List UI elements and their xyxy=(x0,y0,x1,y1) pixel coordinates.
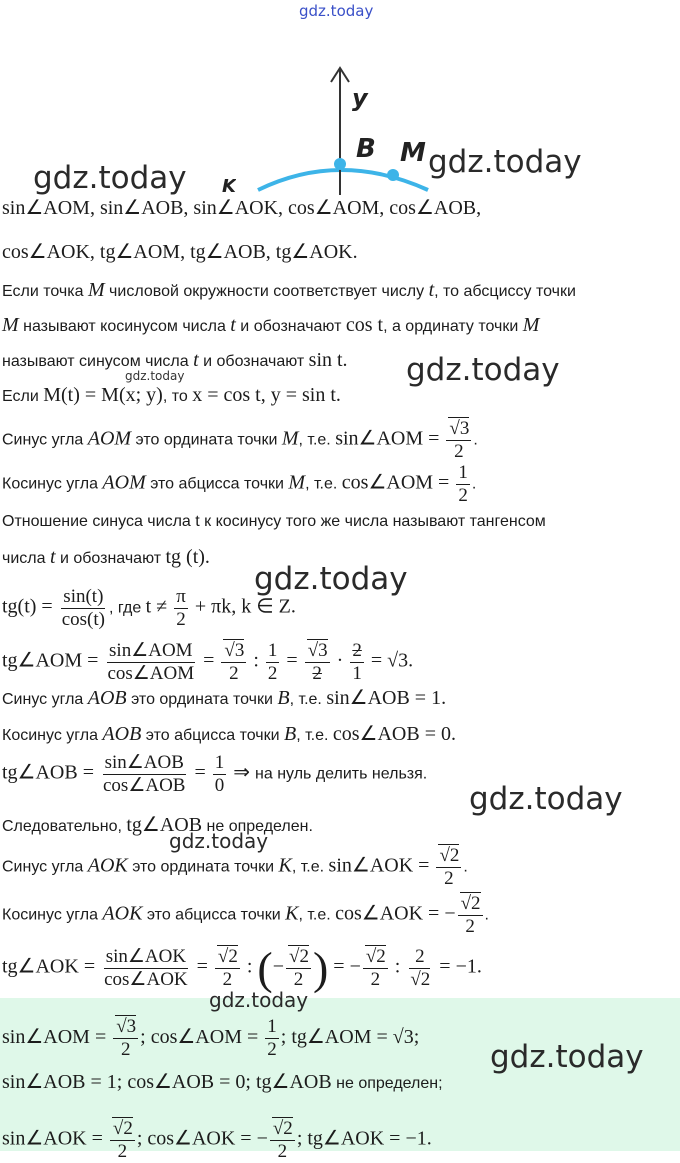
numerator: 2 xyxy=(352,640,362,661)
answer-line-2 xyxy=(2,1072,443,1094)
paren-close: ) xyxy=(312,942,329,994)
text: и обозначают xyxy=(235,318,346,335)
text: , где xyxy=(108,599,146,617)
math: K xyxy=(285,902,299,925)
line-11 xyxy=(2,586,296,631)
denominator: 2 xyxy=(293,969,304,990)
watermark: gdz.today xyxy=(125,369,185,383)
text: Если точка xyxy=(2,283,88,300)
math: sin∠AOK = xyxy=(328,854,435,877)
math: tg∠AOB = xyxy=(2,761,99,784)
fraction xyxy=(221,640,246,685)
text: это абцисса точки xyxy=(142,906,286,924)
watermark: gdz.today xyxy=(299,2,374,20)
math: M xyxy=(522,314,540,336)
denominator: cos∠AOM xyxy=(107,663,195,684)
fraction xyxy=(105,640,196,685)
line-14 xyxy=(2,724,456,746)
math: · xyxy=(331,649,349,672)
numerator: 2 xyxy=(415,946,425,967)
math: B xyxy=(277,687,290,709)
text: , то xyxy=(162,388,193,405)
text: и обозначают xyxy=(198,353,309,370)
point-b-dot xyxy=(334,158,346,170)
math: cos∠AOM = xyxy=(341,471,455,494)
numerator: √2 xyxy=(365,946,386,967)
line-13 xyxy=(2,688,446,710)
text: на нуль делить нельзя. xyxy=(255,765,428,783)
line-6 xyxy=(2,385,341,407)
text: Косинус угла xyxy=(2,906,103,924)
line-3 xyxy=(2,280,576,302)
circle-arc xyxy=(258,170,428,190)
text: это абцисса точки xyxy=(145,475,289,493)
line-9: Отношение синуса числа t к косинусу того же числа называют тангенсом xyxy=(2,513,546,530)
watermark: gdz.today xyxy=(209,988,309,1012)
math: tg∠AOM = xyxy=(2,649,104,672)
math: M xyxy=(2,314,19,336)
fraction xyxy=(213,752,227,797)
line-4 xyxy=(2,315,539,337)
numerator: √2 xyxy=(217,946,238,967)
fraction xyxy=(436,845,461,890)
math: = xyxy=(191,955,213,978)
fraction xyxy=(270,1118,295,1163)
text: Если xyxy=(2,388,44,405)
math: + πk, k ∈ Z. xyxy=(189,595,296,618)
line-12 xyxy=(2,640,413,685)
text: Косинус угла xyxy=(2,475,103,493)
fraction xyxy=(286,946,311,991)
denominator: 2 xyxy=(222,969,233,990)
watermark: gdz.today xyxy=(169,829,269,853)
fraction xyxy=(350,640,364,685)
point-k-label: K xyxy=(222,176,236,192)
text: числа xyxy=(2,550,50,567)
denominator: 2 xyxy=(267,663,278,684)
text: , т.е. xyxy=(298,906,336,924)
math: AOM xyxy=(87,427,132,450)
point-m-dot xyxy=(387,169,399,181)
math: M(t) = M(x; y) xyxy=(43,384,163,406)
text: называют синусом числа xyxy=(2,353,194,370)
text: и обозначают xyxy=(55,550,166,567)
numerator: √2 xyxy=(460,893,481,914)
point-b-label: B xyxy=(356,134,376,164)
answer-line-1 xyxy=(2,1016,419,1061)
text: это абцисса точки xyxy=(141,727,284,744)
math: t ≠ xyxy=(145,595,173,618)
line-15 xyxy=(2,752,427,797)
math: sin∠AOB = 1; cos∠AOB = 0; tg∠AOB xyxy=(2,1071,332,1093)
numerator: √2 xyxy=(289,946,309,967)
math: sin∠AOK = xyxy=(2,1127,108,1150)
math: tg∠AOK = xyxy=(2,955,101,978)
math: : xyxy=(248,649,264,672)
math: sin∠AOB = 1. xyxy=(326,687,447,709)
text: Косинус угла xyxy=(2,727,103,744)
point-m-label: M xyxy=(400,138,426,168)
math: − xyxy=(272,955,285,978)
text: , т.е. xyxy=(289,691,327,708)
math: tg (t). xyxy=(165,546,210,568)
watermark: gdz.today xyxy=(469,781,623,817)
paren-open: ( xyxy=(257,942,273,994)
numerator: sin(t) xyxy=(63,586,104,607)
math: cos t xyxy=(345,314,384,336)
denominator: 2 xyxy=(229,663,239,684)
denominator: 2 xyxy=(454,441,464,462)
watermark: gdz.today xyxy=(33,160,187,196)
math: = √3. xyxy=(365,649,414,672)
math: AOB xyxy=(102,723,142,745)
fraction xyxy=(215,946,240,991)
line-18: Косинус угла AOK это абцисса точки K, т.е. cos∠AOK = − $\frac{√2}{2}$ . xyxy=(2,893,489,937)
line-7: Синус угла AOM это ордината точки M, т.е. sin∠AOM = $\frac{√3}{2}$ . xyxy=(2,418,478,462)
denominator: 0 xyxy=(214,775,225,796)
text: Синус угла xyxy=(2,431,88,449)
fraction xyxy=(174,586,188,631)
text: , т.е. xyxy=(291,858,329,876)
math: tg∠AOB xyxy=(126,814,203,836)
fraction xyxy=(110,1118,135,1163)
denominator: 2 xyxy=(465,916,475,937)
line-8: Косинус угла AOM это абцисса точки M, т.е. cos∠AOM = $\frac{1}{2}$ . xyxy=(2,462,477,506)
text: Синус угла xyxy=(2,858,88,876)
denominator: cos∠AOK xyxy=(104,969,188,990)
denominator: √2 xyxy=(410,969,431,990)
numerator: √3 xyxy=(307,640,328,661)
fraction xyxy=(113,1016,138,1061)
y-axis-label: y xyxy=(352,84,368,112)
line-17: Синус угла AOK это ордината точки K, т.е. sin∠AOK = $\frac{√2}{2}$ . xyxy=(2,845,468,889)
fraction xyxy=(456,462,470,507)
numerator: 1 xyxy=(267,1016,277,1037)
math: t xyxy=(230,314,236,336)
math: M xyxy=(87,279,105,301)
watermark: gdz.today xyxy=(490,1039,644,1075)
fraction xyxy=(458,893,483,938)
numerator: √2 xyxy=(272,1118,293,1139)
text: не определен; xyxy=(331,1075,443,1092)
fraction xyxy=(60,586,107,631)
watermark: gdz.today xyxy=(428,144,582,180)
text: , т.е. xyxy=(296,727,333,744)
answer-line-3 xyxy=(2,1118,432,1163)
numerator: π xyxy=(176,586,186,607)
fraction xyxy=(101,752,187,797)
numerator: sin∠AOM xyxy=(109,640,193,661)
math: K xyxy=(278,854,292,877)
math: : xyxy=(241,955,258,978)
numerator: sin∠AOK xyxy=(105,946,187,967)
math: cos∠AOB = 0. xyxy=(332,723,456,745)
fraction xyxy=(363,946,388,991)
text: , то абсциссу точки xyxy=(434,283,576,300)
denominator: 2 xyxy=(267,1039,277,1060)
watermark: gdz.today xyxy=(254,561,408,597)
text: это ордината точки xyxy=(126,691,278,708)
text: это ордината точки xyxy=(131,431,282,449)
math: = −1. xyxy=(434,955,482,978)
text: это ордината точки xyxy=(127,858,279,876)
denominator: cos∠AOB xyxy=(103,775,186,796)
denominator: 2 xyxy=(458,485,468,506)
text: , т.е. xyxy=(298,431,336,449)
denominator: 2 xyxy=(444,868,454,889)
fraction xyxy=(102,946,190,991)
math: AOK xyxy=(102,902,143,925)
numerator: √3 xyxy=(224,640,245,661)
numerator: √2 xyxy=(439,845,460,866)
math: = xyxy=(198,649,220,672)
fraction xyxy=(265,1016,279,1061)
math: ; cos∠AOK = − xyxy=(136,1127,268,1150)
math: ; tg∠AOM = √3; xyxy=(280,1025,420,1048)
math: M xyxy=(288,471,306,494)
math: sin∠AOM = xyxy=(335,427,445,450)
line-1: sin∠AOM, sin∠AOB, sin∠AOK, cos∠AOM, cos∠AOB, xyxy=(2,197,482,219)
denominator: 2 xyxy=(312,663,322,684)
denominator: 2 xyxy=(370,969,381,990)
text: числовой окружности соответствует числу xyxy=(104,283,429,300)
text: Следовательно, xyxy=(2,818,127,835)
line-2: cos∠AOK, tg∠AOM, tg∠AOB, tg∠AOK. xyxy=(2,241,358,263)
math: AOK xyxy=(87,854,128,877)
numerator: √3 xyxy=(116,1016,137,1037)
denominator: cos(t) xyxy=(61,609,105,630)
math: B xyxy=(283,723,297,745)
math: cos∠AOK = − xyxy=(335,902,456,925)
math: t xyxy=(49,546,56,568)
fraction xyxy=(446,418,471,463)
math: : xyxy=(389,955,406,978)
denominator: 2 xyxy=(117,1141,128,1162)
watermark: gdz.today xyxy=(406,352,560,388)
denominator: 2 xyxy=(277,1141,288,1162)
math: sin t. xyxy=(308,349,348,371)
denominator: 1 xyxy=(352,663,362,684)
text: , а ординату точки xyxy=(383,318,523,335)
line-19 xyxy=(2,942,482,994)
numerator: 1 xyxy=(458,462,468,483)
numerator: 1 xyxy=(214,752,225,773)
text: не определен. xyxy=(202,818,313,835)
text: Синус угла xyxy=(2,691,88,708)
denominator: 2 xyxy=(176,609,186,630)
denominator: 2 xyxy=(120,1039,131,1060)
math: ; cos∠AOM = xyxy=(140,1025,264,1048)
math: = xyxy=(189,761,211,784)
math: AOM xyxy=(102,471,146,494)
math: tg(t) = xyxy=(2,595,58,618)
numerator: √3 xyxy=(449,418,470,439)
math: x = cos t, y = sin t. xyxy=(192,384,341,406)
math: sin∠AOM = xyxy=(2,1025,112,1048)
fraction xyxy=(407,946,432,991)
line-10 xyxy=(2,547,210,569)
math: = − xyxy=(328,955,361,978)
math: = xyxy=(281,649,303,672)
math: ; tg∠AOK = −1. xyxy=(296,1127,432,1150)
math: t xyxy=(193,349,199,371)
fraction xyxy=(266,640,280,685)
text: называют косинусом числа xyxy=(18,318,231,335)
text: , т.е. xyxy=(305,475,342,493)
fraction xyxy=(305,640,330,685)
math: AOB xyxy=(87,687,127,709)
math: M xyxy=(281,427,299,450)
numerator: sin∠AOB xyxy=(104,752,184,773)
math: ⇒ xyxy=(228,761,256,784)
math: t xyxy=(428,279,435,301)
numerator: 1 xyxy=(267,640,278,661)
numerator: √2 xyxy=(112,1118,133,1139)
